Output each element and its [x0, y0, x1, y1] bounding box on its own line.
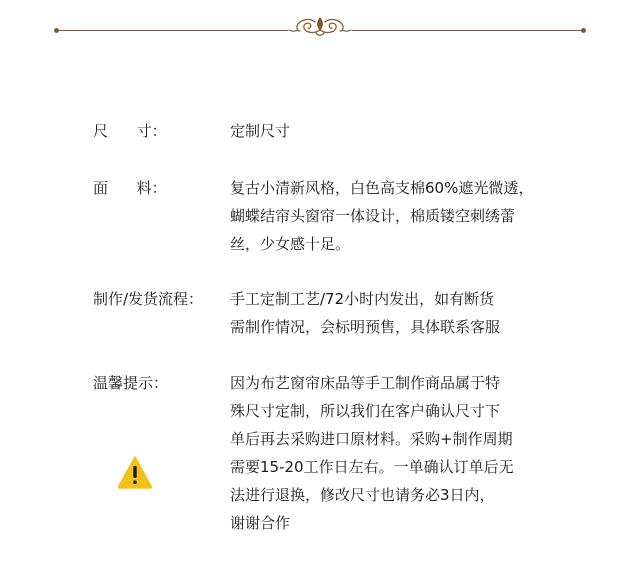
notice-value-line: 殊尺寸定制，所以我们在客户确认尺寸下: [230, 402, 501, 420]
divider-dot-left: [54, 28, 59, 33]
shipping-value-line: 需制作情况，会标明预售，具体联系客服: [230, 318, 501, 336]
notice-value-line: 需要15-20工作日左右。一单确认订单后无: [230, 458, 514, 476]
shipping-label: 制作/发货流程：: [93, 290, 204, 308]
header-divider: [56, 14, 584, 38]
notice-value-line: 谢谢合作: [230, 514, 291, 532]
fabric-label: 面 料：: [93, 179, 167, 197]
notice-value: [230, 369, 514, 537]
divider-line-right: [352, 30, 584, 31]
fabric-value-line: 蝴蝶结帘头窗帘一体设计，棉质镂空刺绣蕾: [230, 207, 516, 225]
size-value: [230, 117, 290, 145]
notice-value-line: 法进行退换，修改尺寸也请务必3日内，: [230, 486, 495, 504]
shipping-value: [230, 285, 500, 341]
shipping-value-line: 手工定制工艺/72小时内发出，如有断货: [230, 290, 495, 308]
notice-label: 温馨提示：: [93, 374, 169, 392]
notice-value-line: 因为布艺窗帘床品等手工制作商品属于特: [230, 374, 501, 392]
notice-value-line: 单后再去采购进口原材料。采购+制作周期: [230, 430, 513, 448]
flourish-ornament-icon: [288, 14, 352, 38]
fabric-value-line: 复古小清新风格，白色高支棉60%遮光微透，: [230, 179, 534, 197]
size-label: 尺 寸：: [93, 122, 167, 140]
warning-icon: [117, 455, 153, 489]
divider-dot-right: [581, 28, 586, 33]
fabric-value-line: 丝，少女感十足。: [230, 235, 351, 253]
size-value-line: 定制尺寸: [230, 122, 291, 140]
fabric-value: [230, 174, 533, 258]
divider-line-left: [56, 30, 288, 31]
